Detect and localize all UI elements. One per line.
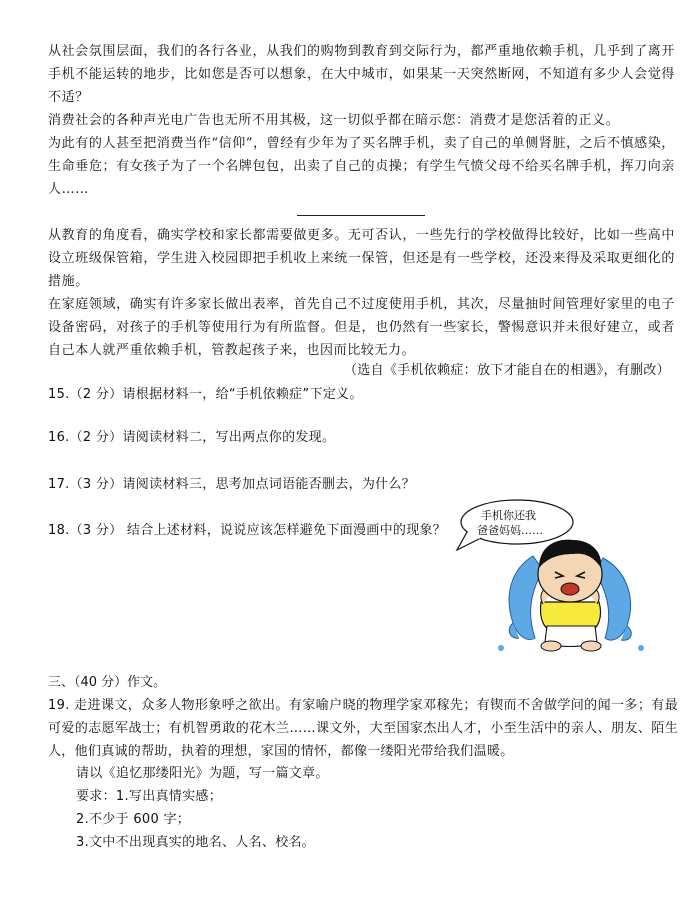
essay-requirement-1: 要求：1.写出真情实感； — [76, 789, 223, 804]
essay-requirement-3: 3.文中不出现真实的地名、人名、校名。 — [76, 835, 316, 850]
speech-bubble-line-1: 手机你还我 — [481, 509, 536, 522]
speech-bubble-line-2: 爸爸妈妈…… — [477, 524, 543, 537]
material-paragraph-5: 在家庭领域，确实有许多家长做出表率，首先自己不过度使用手机，其次，尽量抽时间管理好家里的电子设备密码，对孩子的手机等使用行为有所监督。但是，也仍然有一些家长，警惕意识并未很好建立，或者自己本人就严重依赖手机，管教起孩子来，也因而比较无力。 — [48, 297, 675, 358]
material-paragraph-4: 从教育的角度看，确实学校和家长都需要做更多。无可否认，一些先行的学校做得比较好，比如一些高中设立班级保管箱，学生进入校园即把手机收上来统一保管，但还是有一些学校，还没来得及采取更细化的措施。 — [48, 228, 675, 289]
question-17: 17.（3 分）请阅读材料三，思考加点词语能否删去，为什么？ — [48, 477, 416, 492]
source-citation: （选自《手机依赖症：放下才能自在的相遇》，有删改） — [343, 363, 670, 378]
comic-illustration — [455, 498, 680, 658]
question-18: 18.（3 分） 结合上述材料，说说应该怎样避免下面漫画中的现象？ — [48, 523, 447, 538]
material-paragraph-1: 从社会氛围层面，我们的各行各业，从我们的购物到教育到交际行为，都严重地依赖手机，几乎到了离开手机不能运转的地步，比如您是否可以想象，在大中城市，如果某一天突然断网，不知道有多少人会觉得不适？ — [48, 44, 675, 105]
essay-prompt: 19. 走进课文，众多人物形象呼之欲出。有家喻户晓的物理学家邓稼先；有锲而不舍做学问的闻一多；有最可爱的志愿军战士；有机智勇敢的花木兰……课文外，大至国家杰出人才，小至生活中的亲人、朋友、陌生人，他们真诚的帮助，执着的理想，家国的情怀，都像一缕阳光带给我们温暖。 — [48, 698, 678, 759]
essay-requirement-2: 2.不少于 600 字； — [76, 812, 191, 827]
question-16: 16.（2 分）请阅读材料二，写出两点你的发现。 — [48, 430, 336, 445]
section-title-writing: 三、（40 分）作文。 — [48, 675, 167, 690]
essay-instruction: 请以《追忆那缕阳光》为题，写一篇文章。 — [76, 766, 329, 781]
section-divider — [297, 215, 425, 216]
question-15: 15.（2 分）请根据材料一，给“手机依赖症”下定义。 — [48, 387, 363, 402]
material-paragraph-3: 为此有的人甚至把消费当作“信仰”，曾经有少年为了买名牌手机，卖了自己的单侧肾脏，之后不慎感染，生命垂危；有女孩子为了一个名牌包包，出卖了自己的贞操；有学生气愤父母不给买名牌手机，挥刀向亲人…… — [48, 136, 675, 197]
material-paragraph-2: 消费社会的各种声光电广告也无所不用其极，这一切似乎都在暗示您：消费才是您活着的正义。 — [48, 113, 620, 128]
